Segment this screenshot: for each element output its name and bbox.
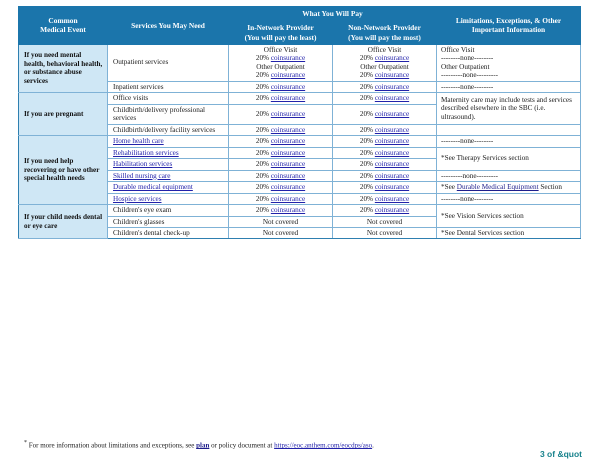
coinsurance-amount: 20% [359, 183, 375, 192]
non-network-cell-line [336, 54, 433, 62]
limitation-line: --------none-------- [441, 137, 494, 146]
coinsurance-amount: 20% [255, 125, 271, 134]
in-network-cell [229, 147, 333, 158]
summary-of-benefits-table [18, 6, 581, 239]
table-body [19, 44, 581, 239]
coinsurance-amount: 20% [255, 54, 271, 63]
in-network-cell-line: Not covered [262, 217, 299, 226]
service-cell: Children's glasses [108, 216, 229, 227]
in-network-cell [229, 216, 333, 227]
in-network-cell-line: Other Outpatient [256, 62, 305, 71]
coinsurance-amount: 20% [359, 54, 375, 63]
limitation-line: --------none-------- [441, 54, 494, 63]
non-network-cell-line [336, 183, 433, 191]
in-network-cell [229, 104, 333, 124]
service-cell: Childbirth/delivery facility services [108, 124, 229, 135]
coinsurance-amount: 20% [255, 160, 271, 169]
non-network-cell [333, 216, 437, 227]
service-cell: Outpatient services [108, 44, 229, 81]
coinsurance-link[interactable]: coinsurance [270, 160, 306, 169]
header-non-network-title: Non-Network Provider [348, 23, 421, 33]
non-network-cell [333, 193, 437, 204]
non-network-cell-line [336, 160, 433, 168]
footnote-text-after: . [372, 441, 374, 450]
coinsurance-amount: 20% [359, 125, 375, 134]
non-network-cell-line [336, 206, 433, 214]
non-network-cell [333, 170, 437, 181]
service-link[interactable]: Home health care [113, 137, 164, 146]
coinsurance-amount: 20% [359, 71, 375, 80]
limitation-cell [437, 170, 581, 181]
header-limitations [437, 7, 581, 45]
table-row [19, 44, 581, 81]
coinsurance-amount: 20% [255, 71, 271, 80]
header-in-network-provider [229, 21, 333, 45]
non-network-cell-line: Other Outpatient [360, 62, 409, 71]
service-cell: Children's dental check-up [108, 227, 229, 238]
non-network-cell-line [336, 83, 433, 91]
footnote-text-before: For more information about limitations and exceptions, see [28, 441, 197, 450]
in-network-cell-line [232, 195, 329, 203]
durable-medical-equipment-link[interactable]: Durable Medical Equipment [456, 183, 539, 192]
in-network-cell [229, 124, 333, 135]
limitation-line: Office Visit [441, 45, 475, 54]
header-limitations-l1: Limitations, Exceptions, & Other [455, 16, 562, 26]
in-network-cell-line [232, 183, 329, 191]
table-header-row-1 [19, 7, 581, 21]
header-non-network-provider [333, 21, 437, 45]
in-network-cell [229, 136, 333, 147]
coinsurance-link[interactable]: coinsurance [270, 183, 306, 192]
non-network-cell-line [336, 137, 433, 145]
coinsurance-amount: 20% [255, 109, 271, 118]
limitation-cell [437, 136, 581, 147]
non-network-cell [333, 44, 437, 81]
table-row [19, 136, 581, 147]
non-network-cell-line [336, 94, 433, 102]
limitation-line: --------none-------- [441, 194, 494, 203]
coinsurance-link[interactable]: coinsurance [374, 54, 410, 63]
header-common-medical-event [19, 7, 108, 45]
non-network-cell [333, 205, 437, 216]
footnote-url-link[interactable]: https://eoc.anthem.com/eocdps/aso [274, 441, 373, 450]
table-row [19, 93, 581, 104]
header-services-you-may-need: Services You May Need [108, 7, 229, 45]
coinsurance-link[interactable]: coinsurance [270, 125, 306, 134]
page-number: 3 of &quot [539, 449, 582, 459]
coinsurance-link[interactable]: coinsurance [270, 148, 306, 157]
header-non-network-sub: (You will pay the most) [348, 32, 421, 42]
coinsurance-amount: 20% [255, 171, 271, 180]
coinsurance-link[interactable]: coinsurance [374, 82, 410, 91]
coinsurance-amount: 20% [255, 137, 271, 146]
coinsurance-link[interactable]: coinsurance [374, 171, 410, 180]
service-link[interactable]: Rehabilitation services [113, 148, 179, 157]
service-cell[interactable] [108, 147, 229, 158]
limitation-cell [437, 193, 581, 204]
service-cell: Childbirth/delivery professional services [108, 104, 229, 124]
service-cell: Office visits [108, 93, 229, 104]
table-row [19, 205, 581, 216]
limitation-cell [437, 93, 581, 124]
coinsurance-amount: 20% [359, 194, 375, 203]
limitation-cell [437, 227, 581, 238]
non-network-cell [333, 104, 437, 124]
limitation-line: --------none-------- [441, 82, 494, 91]
limitation-cell [437, 44, 581, 81]
limitation-cell [437, 147, 581, 170]
non-network-cell [333, 159, 437, 170]
service-cell[interactable] [108, 170, 229, 181]
in-network-cell [229, 93, 333, 104]
coinsurance-link[interactable]: coinsurance [374, 206, 410, 215]
non-network-cell-line: Office Visit [367, 45, 402, 54]
limitation-text: Section [538, 183, 562, 192]
coinsurance-link[interactable]: coinsurance [374, 71, 410, 80]
service-cell: Inpatient services [108, 81, 229, 92]
coinsurance-link[interactable]: coinsurance [374, 94, 410, 103]
coinsurance-amount: 20% [255, 206, 271, 215]
coinsurance-link[interactable]: coinsurance [270, 137, 306, 146]
non-network-cell [333, 147, 437, 158]
service-link[interactable]: Durable medical equipment [113, 183, 193, 192]
common-medical-event-cell: If you are pregnant [19, 93, 108, 136]
footnote [24, 440, 524, 450]
in-network-cell [229, 81, 333, 92]
coinsurance-amount: 20% [255, 194, 271, 203]
footnote-plan-link[interactable]: plan [196, 441, 210, 450]
non-network-cell-line [336, 126, 433, 134]
non-network-cell-line [336, 110, 433, 118]
limitation-line: *See Dental Services section [441, 228, 525, 237]
common-medical-event-cell: If you need mental health, behavioral health, or substance abuse services [19, 44, 108, 92]
non-network-cell-line [336, 195, 433, 203]
coinsurance-link[interactable]: coinsurance [374, 148, 410, 157]
coinsurance-link[interactable]: coinsurance [270, 109, 306, 118]
limitation-line [441, 183, 577, 191]
limitation-cell [437, 124, 581, 135]
coinsurance-link[interactable]: coinsurance [374, 183, 410, 192]
coinsurance-link[interactable]: coinsurance [270, 54, 306, 63]
non-network-cell-line [336, 149, 433, 157]
coinsurance-amount: 20% [359, 109, 375, 118]
service-cell[interactable] [108, 136, 229, 147]
common-medical-event-cell: If you need help recovering or have other special health needs [19, 136, 108, 205]
in-network-cell [229, 205, 333, 216]
footnote-star: * [24, 440, 27, 446]
non-network-cell [333, 227, 437, 238]
non-network-cell-line: Not covered [366, 217, 403, 226]
service-link[interactable]: Skilled nursing care [113, 171, 171, 180]
header-common-medical-event-l2: Medical Event [40, 25, 86, 35]
in-network-cell-line [232, 206, 329, 214]
in-network-cell [229, 170, 333, 181]
limitation-cell [437, 81, 581, 92]
coinsurance-link[interactable]: coinsurance [270, 82, 306, 91]
coinsurance-amount: 20% [359, 94, 375, 103]
coinsurance-amount: 20% [255, 82, 271, 91]
in-network-cell [229, 159, 333, 170]
service-link[interactable]: Hospice services [113, 194, 162, 203]
header-in-network-title: In-Network Provider [247, 23, 314, 33]
non-network-cell [333, 124, 437, 135]
coinsurance-link[interactable]: coinsurance [374, 160, 410, 169]
service-cell: Children's eye exam [108, 205, 229, 216]
in-network-cell-line [232, 149, 329, 157]
in-network-cell-line [232, 172, 329, 180]
limitation-line: *See Vision Services section [441, 211, 524, 220]
service-cell[interactable] [108, 182, 229, 193]
non-network-cell [333, 81, 437, 92]
coinsurance-amount: 20% [359, 171, 375, 180]
coinsurance-link[interactable]: coinsurance [270, 94, 306, 103]
in-network-cell-line [232, 54, 329, 62]
limitation-cell [437, 205, 581, 228]
coinsurance-link[interactable]: coinsurance [374, 137, 410, 146]
non-network-cell-line [336, 172, 433, 180]
in-network-cell-line [232, 94, 329, 102]
in-network-cell [229, 44, 333, 81]
common-medical-event-cell: If your child needs dental or eye care [19, 205, 108, 239]
service-cell[interactable] [108, 193, 229, 204]
in-network-cell-line [232, 126, 329, 134]
limitation-cell [437, 182, 581, 193]
coinsurance-link[interactable]: coinsurance [374, 125, 410, 134]
non-network-cell [333, 93, 437, 104]
coinsurance-amount: 20% [359, 206, 375, 215]
coinsurance-amount: 20% [359, 148, 375, 157]
non-network-cell-line: Not covered [366, 228, 403, 237]
coinsurance-link[interactable]: coinsurance [374, 109, 410, 118]
in-network-cell-line [232, 71, 329, 79]
service-cell[interactable] [108, 159, 229, 170]
non-network-cell [333, 182, 437, 193]
in-network-cell [229, 227, 333, 238]
coinsurance-link[interactable]: coinsurance [374, 194, 410, 203]
in-network-cell-line [232, 160, 329, 168]
limitation-line: ---------none--------- [441, 71, 499, 80]
coinsurance-amount: 20% [359, 137, 375, 146]
header-common-medical-event-l1: Common [48, 16, 78, 26]
in-network-cell [229, 193, 333, 204]
limitation-text: *See [441, 183, 457, 192]
header-what-you-will-pay: What You Will Pay [229, 7, 437, 21]
coinsurance-link[interactable]: coinsurance [270, 71, 306, 80]
service-link[interactable]: Habilitation services [113, 160, 173, 169]
coinsurance-amount: 20% [359, 82, 375, 91]
in-network-cell-line: Office Visit [263, 45, 298, 54]
coinsurance-amount: 20% [255, 148, 271, 157]
in-network-cell-line [232, 83, 329, 91]
limitation-line: Other Outpatient [441, 62, 490, 71]
coinsurance-link[interactable]: coinsurance [270, 206, 306, 215]
coinsurance-amount: 20% [255, 183, 271, 192]
non-network-cell [333, 136, 437, 147]
in-network-cell-line [232, 137, 329, 145]
limitation-line: Maternity care may include tests and services described elsewhere in the SBC (i.e. ultrasound). [441, 95, 572, 121]
non-network-cell-line [336, 71, 433, 79]
coinsurance-link[interactable]: coinsurance [270, 171, 306, 180]
in-network-cell [229, 182, 333, 193]
coinsurance-link[interactable]: coinsurance [270, 194, 306, 203]
coinsurance-amount: 20% [255, 94, 271, 103]
coinsurance-amount: 20% [359, 160, 375, 169]
limitation-line: *See Therapy Services section [441, 154, 529, 163]
limitation-line: ---------none--------- [441, 171, 499, 180]
header-limitations-l2: Important Information [471, 25, 546, 35]
header-in-network-sub: (You will pay the least) [244, 32, 317, 42]
footnote-text-middle: or policy document at [209, 441, 275, 450]
table-header [19, 7, 581, 45]
in-network-cell-line [232, 110, 329, 118]
in-network-cell-line: Not covered [262, 228, 299, 237]
